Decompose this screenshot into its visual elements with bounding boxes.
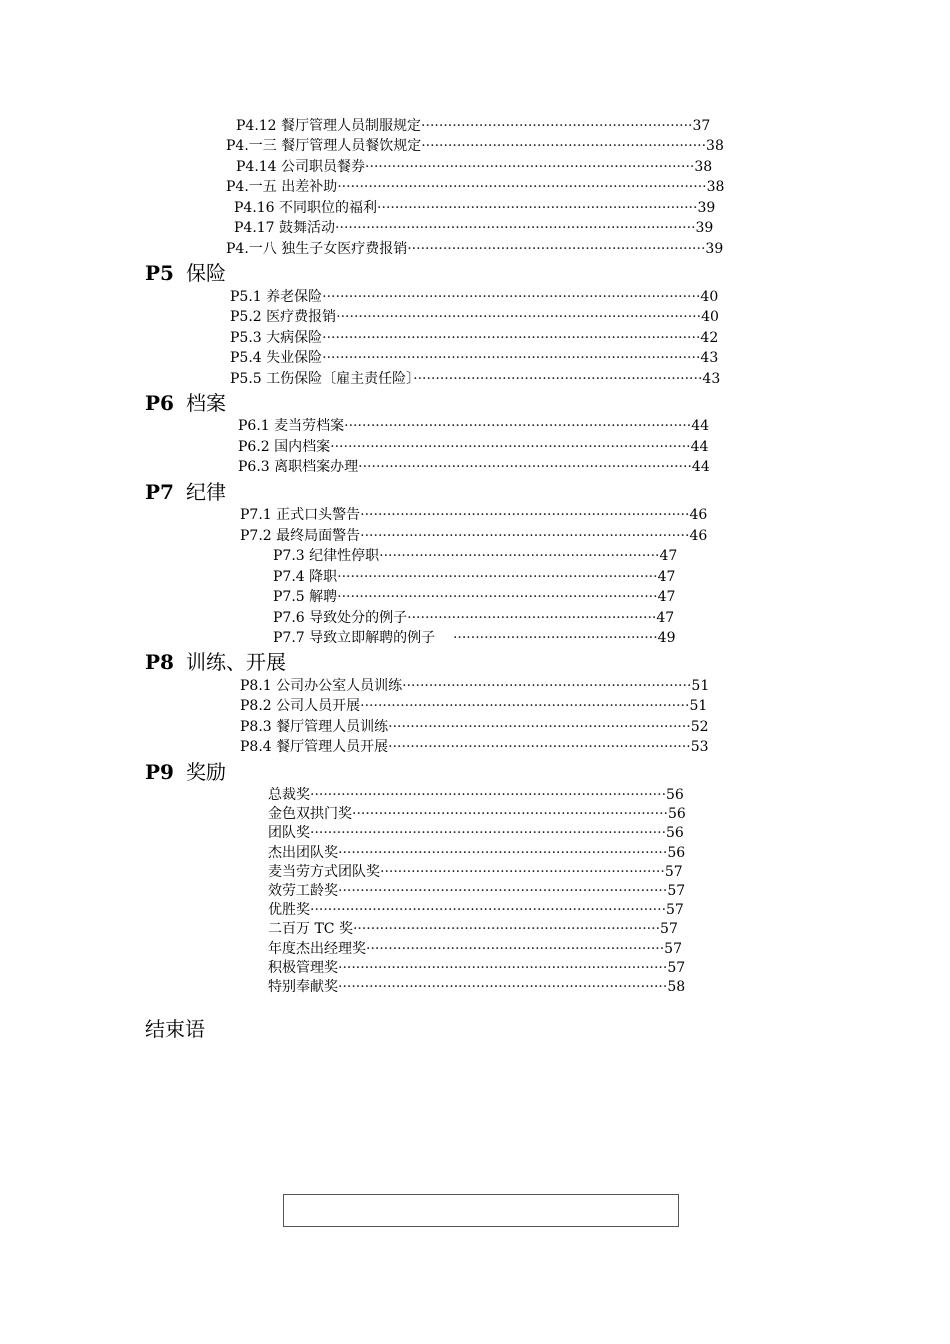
leader-dots: ······································································· [352, 806, 668, 822]
leader-dots: ·········································································· [360, 528, 690, 544]
toc-entry [234, 198, 718, 218]
toc-entry-page: 57 [667, 960, 686, 976]
leader-dots: ·········································································· [338, 979, 668, 995]
toc-entry-page: 57 [666, 902, 684, 918]
toc-entry-label: P4.17 鼓舞活动 [234, 220, 336, 236]
section-title: 奖励 [185, 760, 226, 784]
toc-entry [240, 526, 712, 546]
leader-dots: ········································································ [337, 569, 658, 585]
toc-entry [268, 939, 688, 959]
section-code: P9 [145, 760, 174, 784]
toc-entry-page: 40 [700, 289, 719, 305]
toc-entry-label: P4.一五 出差补助 [226, 179, 338, 195]
toc-entry-page: 42 [700, 330, 719, 346]
leader-dots: ····················································································· [322, 330, 701, 346]
section-heading-p6 [145, 390, 226, 416]
toc-entry-page: 57 [667, 883, 686, 899]
toc-entry-page: 57 [660, 921, 678, 937]
toc-entry [268, 785, 688, 805]
section-heading-p7 [145, 479, 226, 505]
leader-dots: ································································ [421, 138, 707, 154]
leader-dots: ················································································ [310, 825, 667, 841]
toc-entry-label: 金色双拱门奖 [268, 806, 352, 822]
leader-dots: ·········································································· [338, 883, 668, 899]
section-heading-p5 [145, 260, 226, 286]
toc-entry-page: 56 [667, 806, 686, 822]
leader-dots: ························································ [407, 610, 657, 626]
leader-dots: ································································· [402, 678, 692, 694]
leader-dots: ····························································· [421, 118, 693, 134]
leader-dots: ····················································································· [322, 350, 701, 366]
section-title: 训练、开展 [185, 650, 286, 674]
leader-dots: ··········································································· [358, 459, 692, 475]
footer-box [283, 1194, 679, 1227]
leader-dots: ······························································· [379, 548, 660, 564]
leader-dots: ································································ [380, 864, 665, 880]
leader-dots: ·········································································· [338, 960, 668, 976]
toc-entry-page: 52 [690, 719, 709, 735]
toc-entry [268, 977, 688, 997]
toc-entry-page: 47 [657, 569, 676, 585]
toc-entry-page: 38 [706, 138, 724, 154]
toc-entry-label: P7.3 纪律性停职 [273, 548, 380, 564]
toc-entry-page: 56 [666, 825, 684, 841]
toc-entry-label: P7.1 正式口头警告 [240, 507, 361, 523]
toc-entry [268, 919, 684, 939]
leader-dots: ··················································································· [337, 179, 707, 195]
leader-dots: ··································································· [366, 941, 665, 957]
toc-entry-page: 39 [697, 200, 716, 216]
toc-entry [268, 823, 688, 843]
toc-entry-page: 57 [664, 941, 682, 957]
toc-entry-label: P4.一八 独生子女医疗费报销 [226, 241, 408, 257]
toc-entry-label: P8.1 公司办公室人员训练 [240, 678, 403, 694]
toc-entry-label: 特别奉献奖 [268, 979, 338, 995]
toc-entry-label: P5.3 大病保险 [230, 330, 323, 346]
toc-entry [273, 587, 679, 607]
toc-entry-page: 57 [664, 864, 683, 880]
leader-dots: ·················································································· [336, 309, 702, 325]
toc-entry-label: 二百万 TC 奖 [268, 921, 353, 937]
toc-entry [240, 737, 712, 757]
toc-entry-label: P5.5 工伤保险〔雇主责任险〕 [230, 371, 414, 387]
toc-entry-label: P4.12 餐厅管理人员制服规定 [236, 118, 422, 134]
toc-entry [230, 287, 722, 307]
section-heading-p8 [145, 649, 286, 675]
toc-entry [240, 676, 712, 696]
leader-dots: ····················································································· [322, 289, 701, 305]
toc-entry [268, 900, 688, 920]
leader-dots: ·········································································· [338, 845, 668, 861]
leader-dots: ···································································· [388, 719, 691, 735]
toc-entry [268, 881, 688, 901]
toc-entry-label: P4.16 不同职位的福利 [234, 200, 378, 216]
toc-entry [230, 307, 722, 327]
toc-entry-label: P5.2 医疗费报销 [230, 309, 337, 325]
section-code: P5 [145, 261, 174, 285]
toc-entry-label: 麦当劳方式团队奖 [268, 864, 380, 880]
toc-entry [236, 157, 716, 177]
leader-dots: ················································································ [310, 902, 667, 918]
toc-entry-page: 38 [706, 179, 725, 195]
toc-entry-label: P8.4 餐厅管理人员开展 [240, 739, 389, 755]
leader-dots: ·············································· [435, 630, 658, 646]
toc-entry-page: 47 [659, 548, 678, 564]
toc-entry-label: 效劳工龄奖 [268, 883, 338, 899]
toc-entry [226, 239, 726, 259]
toc-entry [238, 416, 714, 436]
leader-dots: ················································································· [335, 220, 696, 236]
section-code: P8 [145, 650, 174, 674]
toc-entry [268, 804, 688, 824]
toc-entry [236, 116, 716, 136]
toc-entry-label: 杰出团队奖 [268, 845, 338, 861]
toc-entry-page: 39 [695, 220, 714, 236]
leader-dots: ··································································· [407, 241, 706, 257]
toc-entry [240, 696, 712, 716]
toc-entry-page: 43 [700, 350, 719, 366]
toc-entry-page: 43 [702, 371, 721, 387]
toc-entry-label: P7.5 解聘 [273, 589, 338, 605]
leader-dots: ·········································································· [360, 698, 690, 714]
toc-entry [226, 136, 726, 156]
section-heading-p9 [145, 759, 226, 785]
toc-entry [273, 608, 679, 628]
toc-entry-page: 37 [692, 118, 711, 134]
leader-dots: ················································································ [310, 787, 667, 803]
toc-entry [238, 457, 714, 477]
toc-entry-page: 44 [691, 418, 710, 434]
toc-entry-label: P4.一三 餐厅管理人员餐饮规定 [226, 138, 422, 154]
leader-dots: ····································································· [352, 921, 661, 937]
leader-dots: ·············································································· [344, 418, 692, 434]
toc-entry-label: P6.3 离职档案办理 [238, 459, 359, 475]
toc-entry-page: 46 [689, 507, 708, 523]
toc-entry-page: 53 [690, 739, 709, 755]
toc-entry-page: 40 [701, 309, 719, 325]
toc-entry-label: P5.1 养老保险 [230, 289, 323, 305]
leader-dots: ········································································ [337, 589, 658, 605]
toc-entry [268, 843, 688, 863]
toc-entry [268, 862, 688, 882]
section-title: 保险 [185, 261, 226, 285]
closing-remarks: 结束语 [145, 1017, 205, 1041]
toc-entry-label: P7.6 导致处分的例子 [273, 610, 408, 626]
toc-entry [230, 348, 722, 368]
toc-entry-label: P7.2 最终局面警告 [240, 528, 361, 544]
toc-entry [230, 369, 722, 389]
section-title: 纪律 [185, 480, 226, 504]
toc-entry-page: 56 [667, 845, 686, 861]
toc-entry-label: P6.1 麦当劳档案 [238, 418, 345, 434]
toc-entry-label: 团队奖 [268, 825, 310, 841]
toc-entry-page: 38 [694, 159, 713, 175]
toc-entry [273, 628, 679, 648]
toc-entry-page: 47 [656, 610, 675, 626]
toc-entry-label: P4.14 公司职员餐券 [236, 159, 366, 175]
toc-entry-page: 47 [657, 589, 676, 605]
toc-entry-page: 49 [657, 630, 676, 646]
toc-entry-label: P7.7 导致立即解聘的例子 [273, 630, 436, 646]
toc-entry-page: 51 [689, 698, 708, 714]
leader-dots: ································································· [413, 371, 703, 387]
section-title: 档案 [185, 391, 226, 415]
leader-dots: ········································································ [377, 200, 698, 216]
toc-entry [238, 437, 714, 457]
toc-entry-label: P6.2 国内档案 [238, 439, 331, 455]
toc-entry-page: 44 [690, 439, 709, 455]
toc-entry-label: P5.4 失业保险 [230, 350, 323, 366]
toc-entry [234, 218, 718, 238]
toc-entry-page: 51 [691, 678, 710, 694]
toc-entry-label: P7.4 降职 [273, 569, 338, 585]
toc-entry-page: 44 [691, 459, 710, 475]
section-code: P7 [145, 480, 174, 504]
toc-entry-page: 39 [705, 241, 724, 257]
leader-dots: ·········································································· [360, 507, 690, 523]
toc-entry-page: 46 [689, 528, 708, 544]
toc-entry [230, 328, 722, 348]
leader-dots: ················································································· [330, 439, 691, 455]
toc-entry-label: 积极管理奖 [268, 960, 338, 976]
toc-entry-label: P8.2 公司人员开展 [240, 698, 361, 714]
leader-dots: ·········································································· [365, 159, 695, 175]
section-code: P6 [145, 391, 174, 415]
toc-entry [226, 177, 726, 197]
toc-entry [240, 717, 712, 737]
toc-entry-label: 优胜奖 [268, 902, 310, 918]
toc-entry [273, 546, 679, 566]
toc-entry-label: 总裁奖 [268, 787, 310, 803]
toc-entry-page: 58 [667, 979, 686, 995]
toc-entry [268, 958, 688, 978]
toc-entry [273, 567, 679, 587]
toc-entry [240, 505, 712, 525]
toc-entry-label: P8.3 餐厅管理人员训练 [240, 719, 389, 735]
toc-entry-label: 年度杰出经理奖 [268, 941, 366, 957]
leader-dots: ···································································· [388, 739, 691, 755]
toc-entry-page: 56 [666, 787, 684, 803]
